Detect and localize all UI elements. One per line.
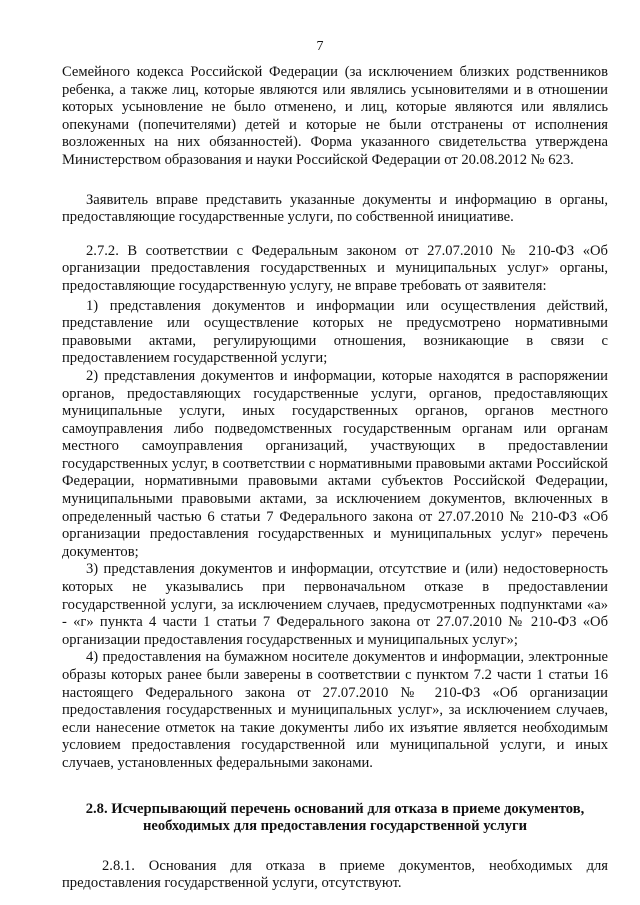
section-heading-2-8: 2.8. Исчерпывающий перечень оснований для отказа в приеме документов, необходимых для предоставления государственной услуги xyxy=(85,800,585,835)
list-item-4: 4) предоставления на бумажном носителе документов и информации, электронные образы которых ранее были заверены в соответствии с пунктом 7.2 части 1 статьи 16 настоящего Федерального закона от 27.07.2010 № 210-ФЗ «Об организации предоставления государственных и муниципальных услуг», за исключением случаев, если нанесение отметок на такие документы либо их изъятие является необходимым условием предоставления государственной или муниципальной услуги, и иных случаев, установленных федеральными законами. xyxy=(62,649,608,771)
list-item-1: 1) представления документов и информации или осуществления действий, представление или осуществление которых не предусмотрено нормативными правовыми актами, регулирующими отношения, возникающие в связи с предоставлением государственной услуги; xyxy=(62,297,608,367)
paragraph-continuation: Семейного кодекса Российской Федерации (за исключением близких родственников ребенка, а также лиц, которые являются или являлись усыновителями и в отношении которых усыновление не было отменено, и лиц, которые являются или являлись опекунами (попечителями) детей и которые не были отстранены от исполнения возложенных на них обязанностей). Форма указанного свидетельства утверждена Министерством образования и науки Российской Федерации от 20.08.2012 № 623. xyxy=(62,64,608,168)
paragraph-applicant-right: Заявитель вправе представить указанные документы и информацию в органы, предоставляющие государственные услуги, по собственной инициативе. xyxy=(62,191,608,226)
document-body xyxy=(62,64,608,893)
list-item-3: 3) представления документов и информации, отсутствие и (или) недостоверность которых не указывались при первоначальном отказе в предоставлении государственной услуги, за исключением случаев, предусмотренных подпунктами «а» - «г» пункта 4 части 1 статьи 7 Федерального закона от 27.07.2010 № 210-ФЗ «Об организации предоставления государственных и муниципальных услуг»; xyxy=(62,561,608,648)
clause-2-7-2: 2.7.2. В соответствии с Федеральным законом от 27.07.2010 № 210-ФЗ «Об организации предоставления государственных и муниципальных услуг» органы, предоставляющие государственную услугу, не вправе требовать от заявителя: xyxy=(62,242,608,294)
list-item-2: 2) представления документов и информации, которые находятся в распоряжении органов, предоставляющих государственные услуги, органов, предоставляющих муниципальные услуги, иных государственных органов, органов местного самоуправления либо подведомственных государственным органам или органам местного самоуправления организаций, участвующих в предоставлении государственных услуг, в соответствии с нормативными правовыми актами Российской Федерации, нормативными правовыми актами субъектов Российской Федерации, муниципальными правовыми актами, за исключением документов, включенных в определенный частью 6 статьи 7 Федерального закона от 27.07.2010 № 210-ФЗ «Об организации предоставления государственных и муниципальных услуг» перечень документов; xyxy=(62,367,608,560)
page-number: 7 xyxy=(316,39,324,54)
clause-2-8-1: 2.8.1. Основания для отказа в приеме документов, необходимых для предоставления государственной услуги, отсутствуют. xyxy=(62,857,608,892)
